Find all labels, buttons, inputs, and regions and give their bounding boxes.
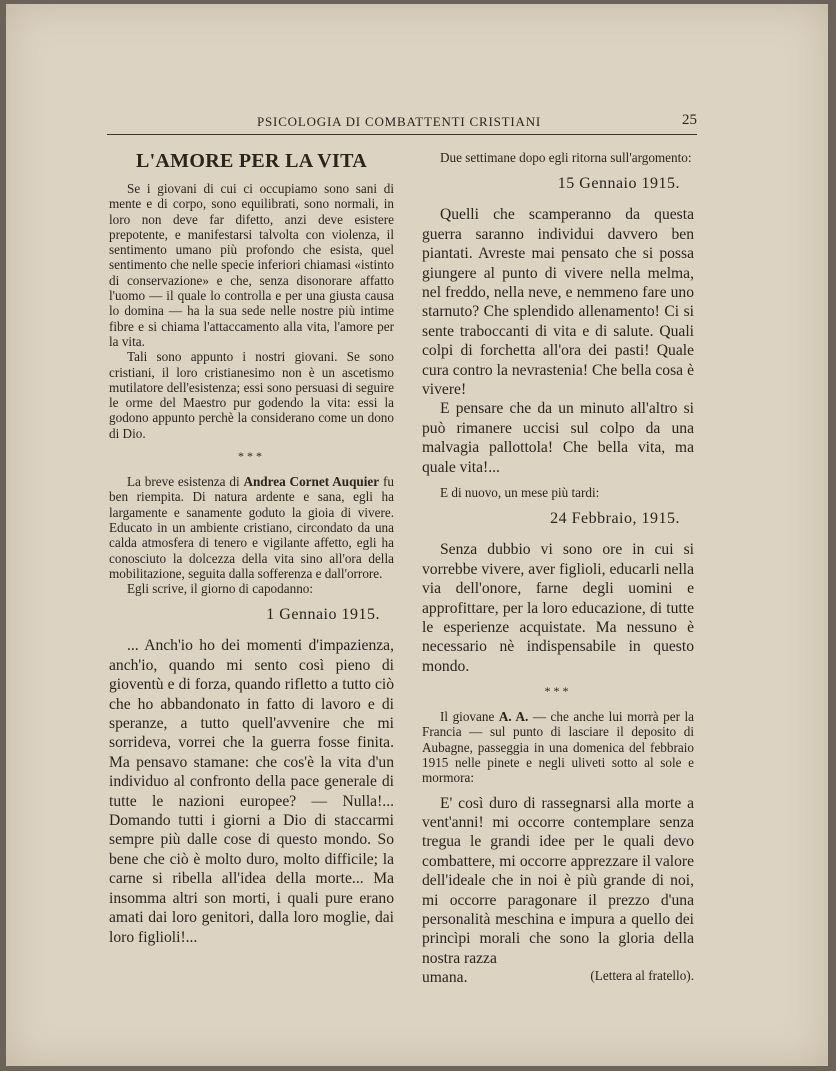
chapter-title: L'AMORE PER LA VITA	[135, 150, 368, 172]
person-name: Andrea Cornet Auquier	[243, 474, 380, 490]
person-name: A. A.	[498, 709, 529, 725]
paragraph: Due settimane dopo egli ritorna sull'argomento:	[440, 150, 692, 165]
closing-line	[422, 968, 694, 987]
paragraph: Egli scrive, il giorno di capodanno:	[127, 581, 314, 597]
transition-text	[422, 150, 694, 165]
right-column	[422, 150, 694, 988]
text-span: La breve esistenza di	[127, 474, 244, 490]
letter-source: (Lettera al fratello).	[590, 968, 694, 984]
paragraph: E di nuovo, un mese più tardi:	[440, 484, 600, 500]
section-separator: ***	[238, 449, 265, 464]
paragraph: Quelli che scamperanno da questa guerra saranno individui davvero ben piantati. Avreste mai pensato che si possa giungere al punto di vivere nella melma, nel freddo, nella neve, e nemmeno fare uno starnuto? Che splendido allenamento! Ci si sente traboccanti di vita e di salute. Quali colpi di forchetta all'ora dei pasti! Quale cura contro la nevrastenia! Che bella cosa è vivere!	[422, 206, 694, 398]
book-page	[6, 4, 828, 1066]
text-span: fu ben riempita. Di natura ardente e sana, egli ha largamente e sanamente goduto la gioia di vivere. Educato in un ambiente cristiano, circondato da una calda atmosfera di tenero e vigilante affetto, egli ha conosciuto la dolcezza della vita sino all'ora della mobilitazione, seguita dalla sofferenza e dall'orrore.	[109, 474, 394, 581]
paragraph	[109, 474, 394, 581]
letter-date: 15 Gennaio 1915.	[557, 175, 680, 193]
paragraph: Tali sono appunto i nostri giovani. Se sono cristiani, il loro cristianesimo non è un ascetismo mutilatore dell'esistenza; essi sono persuasi di seguire le orme del Maestro pur godendo la vita: essi la godono appunto perchè la considerano come un dono di Dio.	[109, 349, 394, 441]
intro-text	[109, 181, 394, 441]
letter-quote	[422, 794, 694, 988]
aa-section	[422, 709, 694, 785]
page-header	[107, 112, 697, 135]
letter-quote	[109, 636, 394, 947]
letter-date: 24 Febbraio, 1915.	[550, 510, 680, 528]
left-column	[109, 150, 394, 947]
page-number: 25	[682, 112, 697, 128]
transition-text	[422, 485, 694, 500]
andrea-section	[109, 474, 394, 596]
paragraph: ... Anch'io ho dei momenti d'impazienza, anch'io, quando mi sento così pieno di gioventù e di forza, quando rifletto a tutto ciò che ho abbandonato in fatto di lavoro e di speranze, a tutto quell'avvenire che mi sorrideva, vorrei che la guerra fosse finita. Ma pensavo stamane: che cos'è la vita d'un individuo al confronto della pace generale di tutte le nazioni europee? — Nulla!... Domando tutti i giorni a Dio di staccarmi sempre più dalle cose di questo mondo. So bene che ciò è molto duro, molto difficile; la carne si ribella all'idea della morte... Ma insomma altri son morti, i quali pure erano amati dai loro genitori, dalla loro moglie, dai loro figlioli!...	[109, 637, 394, 946]
paragraph: E pensare che da un minuto all'altro si può rimanere uccisi sul colpo da una malvagia pallottola! Che bella vita, ma quale vita!...	[422, 400, 694, 476]
running-title: PSICOLOGIA DI COMBATTENTI CRISTIANI	[257, 114, 542, 129]
paragraph	[422, 709, 694, 785]
text-span: — che anche lui morrà per la Francia — sul punto di lasciare il deposito di Aubagne, passeggia in una domenica del febbraio 1915 nelle pinete e negli uliveti sotto al sole e mormora:	[422, 709, 694, 786]
paragraph: Senza dubbio vi sono ore in cui si vorrebbe vivere, aver figlioli, educarli nella via dell'onore, farne degli uomini e approfittare, per la loro educazione, di tutte le esperienze acquistate. Ma nessuno è necessario nè indispensabile in questo mondo.	[422, 541, 694, 675]
letter-quote	[422, 205, 694, 477]
text-span: Il giovane	[440, 709, 499, 725]
section-separator: ***	[544, 684, 572, 699]
paragraph: E' così duro di rassegnarsi alla morte a vent'anni! mi occorre contemplare senza tregua le grandi idee per le quali devo combattere, mi occorre apprezzare il valore dell'ideale che in noi è più grande di noi, mi occorre paragonare il prezzo d'una personalità meschina e impura a quello dei princìpi morali che sono la gloria della nostra razza	[422, 794, 694, 967]
last-word: umana.	[422, 969, 468, 987]
paragraph: Se i giovani di cui ci occupiamo sono sani di mente e di corpo, sono equilibrati, sono normali, in loro non deve far difetto, anzi deve esistere prepotente, e manifestarsi talvolta con violenza, il sentimento umano più profondo che esista, quel sentimento che nelle specie inferiori chiamasi «istinto di conservazione» e che, senza disonorare affatto l'uomo — il quale lo controlla e per una giusta causa lo domina — ha la sua sede nelle nostre più intime fibre e si chiama l'attaccamento alla vita, l'amore per la vita.	[109, 181, 394, 349]
letter-quote	[422, 540, 694, 676]
letter-date: 1 Gennaio 1915.	[266, 606, 380, 624]
